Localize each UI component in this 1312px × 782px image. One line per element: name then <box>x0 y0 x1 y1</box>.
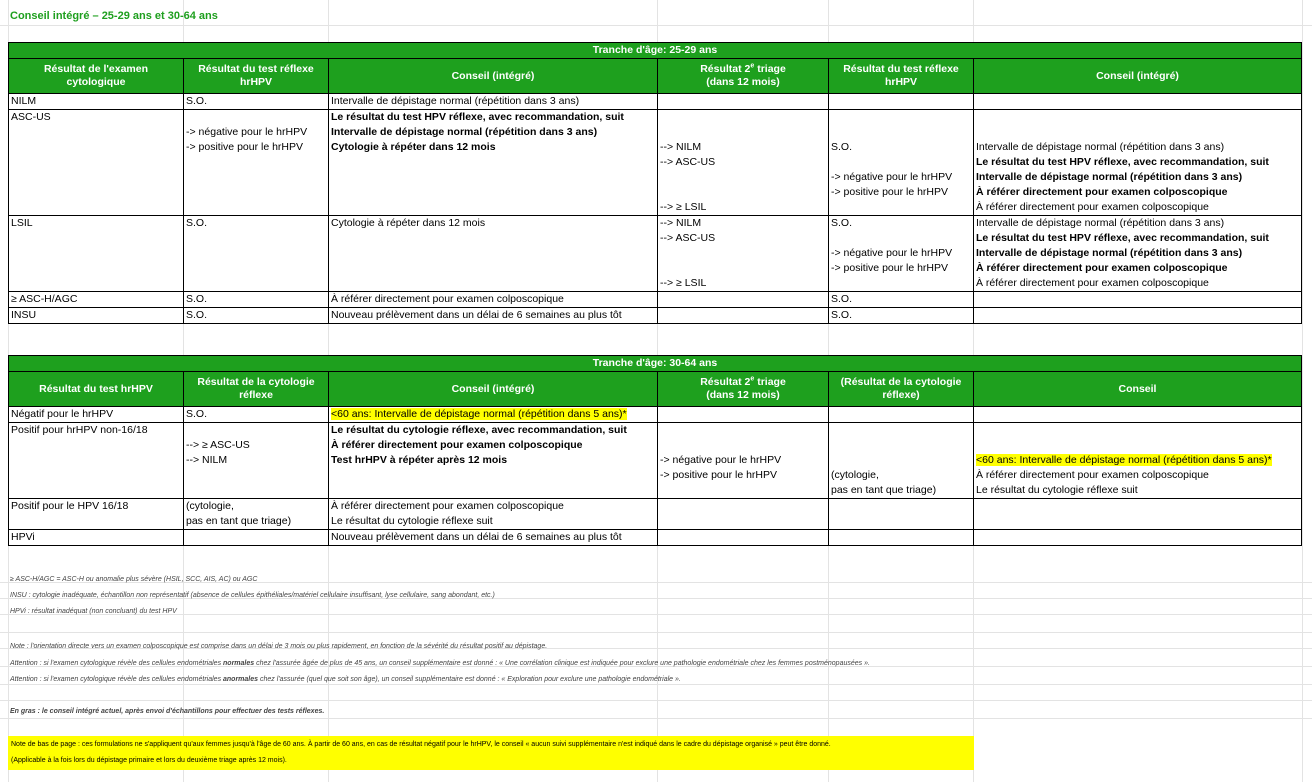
note-colposcopy: Note : l'orientation directe vers un examen colposcopique est comprise dans un délai de 3 mois ou plus rapidement, en fonction de la sévérité du résultat positif au dépistage. <box>10 643 548 650</box>
table-row <box>9 407 1302 423</box>
gridline <box>0 718 1312 719</box>
table-cell <box>829 200 974 216</box>
table-cell: Nouveau prélèvement dans un délai de 6 semaines au plus tôt <box>329 530 658 546</box>
table-cell <box>184 231 329 246</box>
table-cell <box>9 261 184 276</box>
table-30-64 <box>8 355 1302 546</box>
table-cell: À référer directement pour examen colposcopique <box>974 185 1302 200</box>
table-cell <box>658 499 829 515</box>
table-cell: Intervalle de dépistage normal (répétition dans 3 ans) <box>974 170 1302 185</box>
table-row <box>9 185 1302 200</box>
table-cell <box>829 155 974 170</box>
table-cell: Le résultat du test HPV réflexe, avec recommandation, suit <box>974 155 1302 170</box>
table-cell <box>974 530 1302 546</box>
table-cell <box>184 483 329 499</box>
table-cell: --> NILM <box>184 453 329 468</box>
table-cell <box>974 110 1302 126</box>
gridline <box>0 614 1312 615</box>
table-cell <box>184 185 329 200</box>
table-cell <box>329 276 658 292</box>
table-cell <box>184 110 329 126</box>
table-cell <box>9 155 184 170</box>
table-row <box>9 155 1302 170</box>
col-header-advice: Conseil (intégré) <box>329 59 658 94</box>
table-cell <box>184 530 329 546</box>
table-cell <box>974 514 1302 530</box>
table-25-29 <box>8 42 1302 324</box>
table-cell: Intervalle de dépistage normal (répétition dans 3 ans) <box>329 94 658 110</box>
table-row <box>9 530 1302 546</box>
table-cell <box>658 125 829 140</box>
table-cell: HPVi <box>9 530 184 546</box>
table-cell <box>9 438 184 453</box>
table-cell <box>658 261 829 276</box>
table-cell <box>329 407 658 423</box>
note-hpvi: HPVi : résultat inadéquat (non concluant) du test HPV <box>10 608 177 615</box>
table-cell <box>658 483 829 499</box>
table-cell: S.O. <box>829 216 974 232</box>
table-cell: Test hrHPV à répéter après 12 mois <box>329 453 658 468</box>
table-cell <box>184 246 329 261</box>
table-row <box>9 483 1302 499</box>
table-cell: Le résultat du cytologie réflexe, avec recommandation, suit <box>329 423 658 439</box>
table-cell: S.O. <box>184 216 329 232</box>
table-row <box>9 499 1302 515</box>
table-cell <box>9 140 184 155</box>
table-cell: pas en tant que triage) <box>829 483 974 499</box>
footnote-text-2: (Applicable à la fois lors du dépistage primaire et lors du deuxième triage après 12 mois). <box>11 757 287 764</box>
table-cell: --> ASC-US <box>658 155 829 170</box>
table-cell: -> positive pour le hrHPV <box>829 261 974 276</box>
col-header-triage: Résultat 2e triage (dans 12 mois) <box>658 59 829 94</box>
table-cell: -> négative pour le hrHPV <box>184 125 329 140</box>
table-row <box>9 514 1302 530</box>
table-cell <box>974 308 1302 324</box>
table-cell: -> positive pour le hrHPV <box>829 185 974 200</box>
table-row <box>9 308 1302 324</box>
table-cell <box>658 530 829 546</box>
table-cell <box>329 200 658 216</box>
table-cell: Positif pour hrHPV non-16/18 <box>9 423 184 439</box>
table-cell <box>974 499 1302 515</box>
table-cell: -> positive pour le hrHPV <box>658 468 829 483</box>
col-header-advice: Conseil (intégré) <box>329 372 658 407</box>
table-cell: S.O. <box>184 407 329 423</box>
table-cell <box>329 483 658 499</box>
table-row <box>9 125 1302 140</box>
gridline <box>0 632 1312 633</box>
table-cell: --> ≥ LSIL <box>658 200 829 216</box>
col-header-advice-2: Conseil (intégré) <box>974 59 1302 94</box>
table-cell <box>658 94 829 110</box>
table-row <box>9 438 1302 453</box>
table-cell <box>974 125 1302 140</box>
table-cell <box>829 407 974 423</box>
table-cell <box>184 155 329 170</box>
table-cell: -> négative pour le hrHPV <box>658 453 829 468</box>
table-cell: --> ASC-US <box>658 231 829 246</box>
table-cell <box>829 423 974 439</box>
col-header-cytology-reflex: Résultat de la cytologie réflexe <box>184 372 329 407</box>
table-cell <box>829 499 974 515</box>
note-bold-legend: En gras : le conseil intégré actuel, après envoi d'échantillons pour effectuer des tests réflexes. <box>10 708 325 715</box>
table-cell <box>9 276 184 292</box>
table-cell: Intervalle de dépistage normal (répétition dans 3 ans) <box>974 216 1302 232</box>
table-cell: Intervalle de dépistage normal (répétition dans 3 ans) <box>974 140 1302 155</box>
table-cell: S.O. <box>829 140 974 155</box>
table-cell <box>9 453 184 468</box>
table-row <box>9 423 1302 439</box>
table-cell: NILM <box>9 94 184 110</box>
table-cell <box>329 261 658 276</box>
table-cell <box>829 438 974 453</box>
table-cell <box>329 246 658 261</box>
note-asch: ≥ ASC-H/AGC = ASC-H ou anomalie plus sévère (HSIL, SCC, AIS, AC) ou AGC <box>10 576 258 583</box>
table-cell <box>9 468 184 483</box>
table-cell: Nouveau prélèvement dans un délai de 6 semaines au plus tôt <box>329 308 658 324</box>
table-cell: Négatif pour le hrHPV <box>9 407 184 423</box>
table-cell <box>974 438 1302 453</box>
table-cell: S.O. <box>829 292 974 308</box>
table-cell <box>184 468 329 483</box>
table-cell <box>974 94 1302 110</box>
table-cell <box>9 125 184 140</box>
table-cell: Cytologie à répéter dans 12 mois <box>329 216 658 232</box>
table-cell <box>829 94 974 110</box>
table-cell <box>658 438 829 453</box>
table-cell: -> négative pour le hrHPV <box>829 246 974 261</box>
table-row <box>9 200 1302 216</box>
table-cell <box>9 483 184 499</box>
table-cell: S.O. <box>184 308 329 324</box>
table-cell <box>974 407 1302 423</box>
table-cell: -> positive pour le hrHPV <box>184 140 329 155</box>
table-cell: Le résultat du test HPV réflexe, avec recommandation, suit <box>329 110 658 126</box>
table-cell: Le résultat du test HPV réflexe, avec recommandation, suit <box>974 231 1302 246</box>
col-header-hpv-reflex-2: Résultat du test réflexe hrHPV <box>829 59 974 94</box>
table-cell: LSIL <box>9 216 184 232</box>
table-cell: À référer directement pour examen colposcopique <box>974 200 1302 216</box>
table-cell <box>184 276 329 292</box>
note-normal-endometrial: Attention : si l'examen cytologique révèle des cellules endométriales normales chez l'assurée âgée de plus de 45 ans, un conseil supplémentaire est donné : « Une corrélation clinique est indiquée pour exclure une pathologie endométriale chez les femmes postménopausées ». <box>10 660 870 667</box>
col-header-hpv-test: Résultat du test hrHPV <box>9 372 184 407</box>
table-cell <box>9 170 184 185</box>
table-cell <box>329 185 658 200</box>
table-cell: À référer directement pour examen colposcopique <box>974 261 1302 276</box>
table-cell <box>658 170 829 185</box>
table-cell: ≥ ASC-H/AGC <box>9 292 184 308</box>
table-cell: Cytologie à répéter dans 12 mois <box>329 140 658 155</box>
table-cell: S.O. <box>184 292 329 308</box>
table-cell: Le résultat du cytologie réflexe suit <box>974 483 1302 499</box>
age-band-header: Tranche d'âge: 30-64 ans <box>9 356 1302 372</box>
table-cell <box>829 110 974 126</box>
table-cell <box>658 407 829 423</box>
table-cell: Intervalle de dépistage normal (répétition dans 3 ans) <box>329 125 658 140</box>
table-row <box>9 231 1302 246</box>
table-cell <box>829 231 974 246</box>
gridline <box>0 684 1312 685</box>
table-row <box>9 94 1302 110</box>
table-cell: (cytologie, <box>829 468 974 483</box>
table-cell <box>329 231 658 246</box>
table-row <box>9 216 1302 232</box>
table-cell <box>658 292 829 308</box>
table-cell <box>184 423 329 439</box>
table-cell: Le résultat du cytologie réflexe suit <box>329 514 658 530</box>
table-cell <box>9 514 184 530</box>
footnote-text: Note de bas de page : ces formulations ne s'appliquent qu'aux femmes jusqu'à l'âge de 60 ans. À partir de 60 ans, en cas de résultat négatif pour le hrHPV, le conseil « aucun suivi supplémentaire n'est indiqué dans le cadre du dépistage organisé » peut être donné. <box>11 741 831 748</box>
table-cell <box>329 468 658 483</box>
table-row <box>9 453 1302 468</box>
table-cell <box>658 514 829 530</box>
table-cell: À référer directement pour examen colposcopique <box>974 468 1302 483</box>
table-cell <box>184 261 329 276</box>
age-band-header: Tranche d'âge: 25-29 ans <box>9 43 1302 59</box>
table-cell: --> ≥ ASC-US <box>184 438 329 453</box>
table-cell: Positif pour le HPV 16/18 <box>9 499 184 515</box>
table-cell <box>974 292 1302 308</box>
note-insu: INSU : cytologie inadéquate, échantillon non représentatif (absence de cellules épithéliales/matériel cellulaire insuffisant, lyse cellulaire, sang abondant, etc.) <box>10 592 495 599</box>
table-cell: -> négative pour le hrHPV <box>829 170 974 185</box>
table-row <box>9 170 1302 185</box>
table-cell: S.O. <box>829 308 974 324</box>
col-header-cytology-reflex-2: (Résultat de la cytologie réflexe) <box>829 372 974 407</box>
table-cell: À référer directement pour examen colposcopique <box>974 276 1302 292</box>
highlighted-text: <60 ans: Intervalle de dépistage normal (répétition dans 5 ans)* <box>976 454 1272 466</box>
table-row <box>9 110 1302 126</box>
sheet-title: Conseil intégré – 25-29 ans et 30-64 ans <box>10 10 218 22</box>
table-cell: Intervalle de dépistage normal (répétition dans 3 ans) <box>974 246 1302 261</box>
table-row <box>9 276 1302 292</box>
col-header-triage: Résultat 2e triage (dans 12 mois) <box>658 372 829 407</box>
col-header-cytology: Résultat de l'examen cytologique <box>9 59 184 94</box>
table-cell <box>9 185 184 200</box>
col-header-advice-2: Conseil <box>974 372 1302 407</box>
table-cell <box>829 453 974 468</box>
table-cell <box>829 514 974 530</box>
table-cell <box>658 246 829 261</box>
table-cell <box>658 185 829 200</box>
table-cell <box>829 530 974 546</box>
table-cell: (cytologie, <box>184 499 329 515</box>
table-cell <box>829 125 974 140</box>
table-cell <box>329 155 658 170</box>
table-row <box>9 292 1302 308</box>
note-abnormal-endometrial: Attention : si l'examen cytologique révèle des cellules endométriales anormales chez l'assurée (quel que soit son âge), un conseil supplémentaire est donné : « Exploration pour exclure une pathologie endométriale ». <box>10 676 681 683</box>
table-cell <box>9 246 184 261</box>
table-cell <box>658 308 829 324</box>
table-cell <box>329 170 658 185</box>
table-cell <box>658 110 829 126</box>
col-header-hpv-reflex: Résultat du test réflexe hrHPV <box>184 59 329 94</box>
gridline <box>1302 0 1303 782</box>
table-row <box>9 261 1302 276</box>
table-row <box>9 246 1302 261</box>
table-cell: S.O. <box>184 94 329 110</box>
table-cell <box>184 200 329 216</box>
highlighted-text: <60 ans: Intervalle de dépistage normal (répétition dans 5 ans)* <box>331 408 627 420</box>
table-cell <box>184 170 329 185</box>
gridline <box>0 700 1312 701</box>
table-cell: À référer directement pour examen colposcopique <box>329 292 658 308</box>
table-cell: --> ≥ LSIL <box>658 276 829 292</box>
table-cell: INSU <box>9 308 184 324</box>
table-cell <box>829 276 974 292</box>
table-cell: --> NILM <box>658 140 829 155</box>
table-cell: À référer directement pour examen colposcopique <box>329 438 658 453</box>
table-cell: --> NILM <box>658 216 829 232</box>
table-cell <box>9 231 184 246</box>
gridline <box>0 25 1312 26</box>
table-cell <box>9 200 184 216</box>
table-cell: pas en tant que triage) <box>184 514 329 530</box>
table-cell: À référer directement pour examen colposcopique <box>329 499 658 515</box>
table-cell: ASC-US <box>9 110 184 126</box>
table-cell <box>658 423 829 439</box>
table-cell <box>974 453 1302 468</box>
table-row <box>9 140 1302 155</box>
table-row <box>9 468 1302 483</box>
table-cell <box>974 423 1302 439</box>
